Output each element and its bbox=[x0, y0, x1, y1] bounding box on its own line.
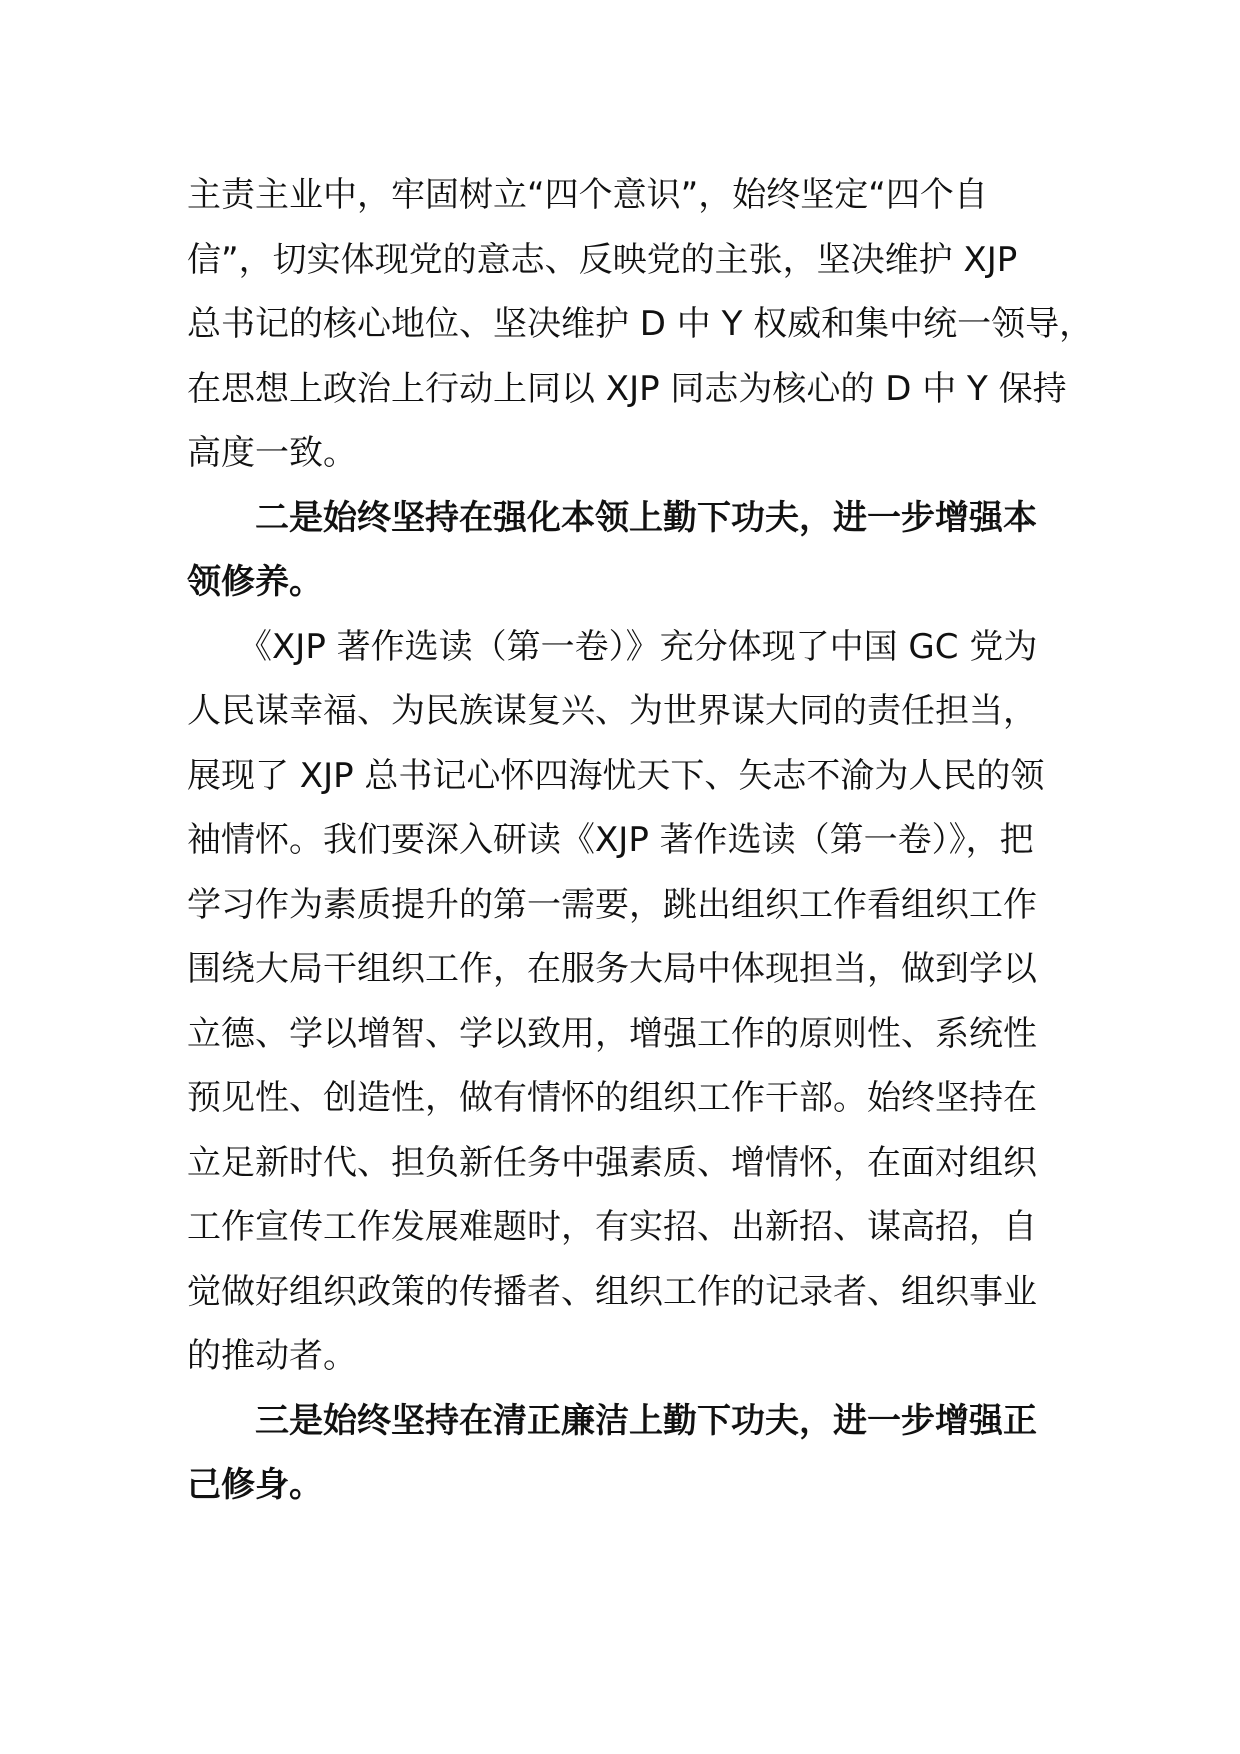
text-line: 高度一致。 bbox=[187, 433, 357, 473]
text-line: 学习作为素质提升的第一需要，跳出组织工作看组织工作 bbox=[187, 884, 1037, 925]
text-line: 的推动者。 bbox=[187, 1336, 357, 1376]
text-line: 《XJP 著作选读（第一卷）》充分体现了中国 GC 党为 bbox=[187, 626, 1038, 667]
text-line: 展现了 XJP 总书记心怀四海忧天下、矢志不渝为人民的领 bbox=[187, 755, 1045, 796]
section-heading-line: 三是始终坚持在清正廉洁上勤下功夫，进一步增强正 bbox=[187, 1400, 1037, 1441]
text-line: 在思想上政治上行动上同以 XJP 同志为核心的 D 中 Y 保持 bbox=[187, 368, 1067, 409]
text-line: 工作宣传工作发展难题时，有实招、出新招、谋高招，自 bbox=[187, 1207, 1037, 1247]
text-line: 立德、学以增智、学以致用，增强工作的原则性、系统性 bbox=[187, 1013, 1037, 1054]
text-line: 预见性、创造性，做有情怀的组织工作干部。始终坚持在 bbox=[187, 1078, 1037, 1118]
text-line: 主责主业中，牢固树立“四个意识”，始终坚定“四个自 bbox=[187, 175, 988, 215]
text-line: 总书记的核心地位、坚决维护 D 中 Y 权威和集中统一领导， bbox=[187, 304, 1094, 344]
text-line: 立足新时代、担负新任务中强素质、增情怀，在面对组织 bbox=[187, 1142, 1037, 1183]
section-heading-line: 己修身。 bbox=[187, 1465, 323, 1505]
text-line: 觉做好组织政策的传播者、组织工作的记录者、组织事业 bbox=[187, 1271, 1037, 1312]
document-body bbox=[187, 163, 1094, 1518]
text-line: 围绕大局干组织工作，在服务大局中体现担当，做到学以 bbox=[187, 949, 1037, 989]
section-heading-line: 二是始终坚持在强化本领上勤下功夫，进一步增强本 bbox=[187, 497, 1037, 538]
text-line: 袖情怀。我们要深入研读《XJP 著作选读（第一卷）》，把 bbox=[187, 820, 1034, 860]
section-heading-line: 领修养。 bbox=[187, 562, 323, 602]
text-line: 信”，切实体现党的意志、反映党的主张，坚决维护 XJP bbox=[187, 239, 1018, 280]
text-line: 人民谋幸福、为民族谋复兴、为世界谋大同的责任担当， bbox=[187, 691, 1037, 731]
